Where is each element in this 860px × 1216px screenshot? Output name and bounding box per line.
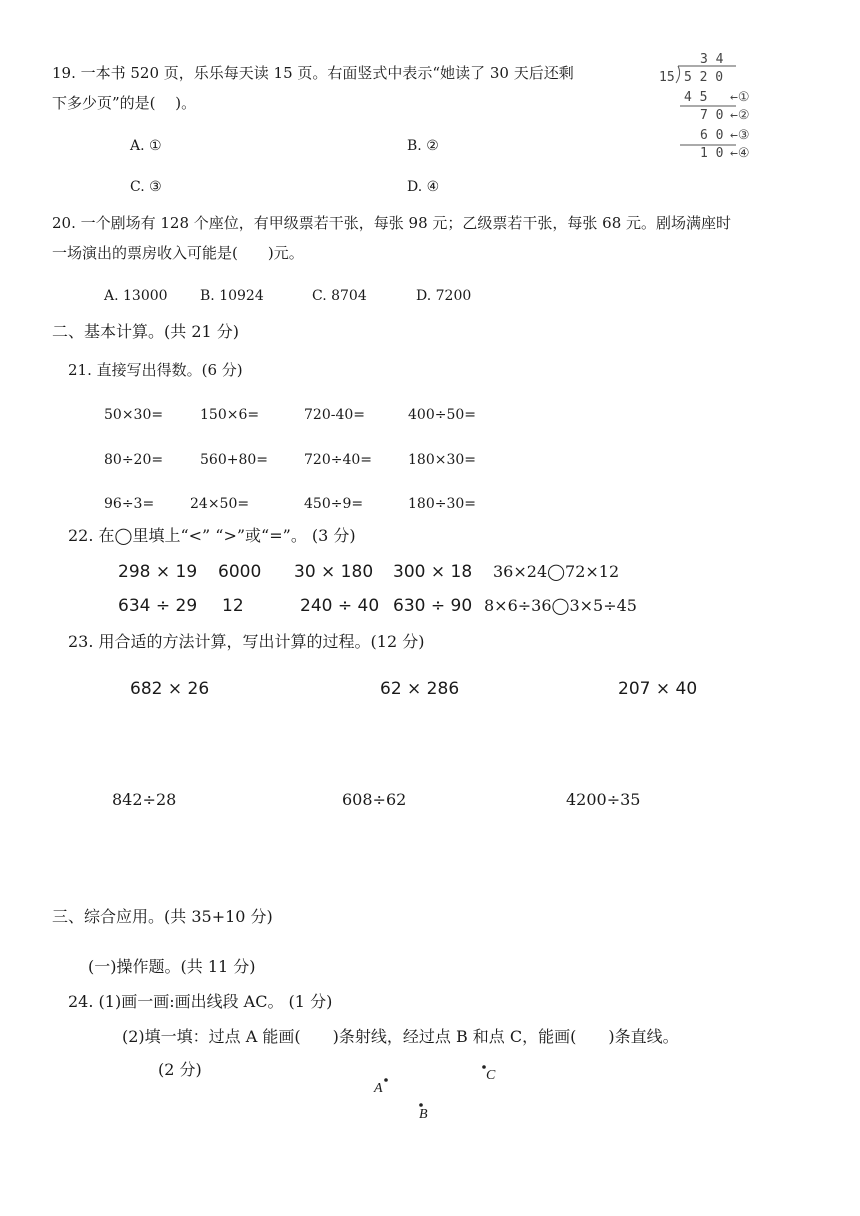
q19-option-c: C. ③ (130, 179, 162, 195)
q20-line1: 20. 一个剧场有 128 个座位，有甲级票若干张，每张 98 元；乙级票若干张，每张 68 元。剧场满座时 (52, 214, 732, 232)
q21-item: 720-40= (304, 407, 365, 423)
q21-item: 24×50= (190, 496, 250, 512)
q19-option-b: B. ② (407, 138, 439, 154)
division-quotient: 3 4 (700, 52, 724, 67)
q23-title: 23. 用合适的方法计算，写出计算的过程。(12 分) (68, 632, 425, 651)
q20-option-a: A. 13000 (104, 288, 168, 304)
q23-expr: 62 × 286 (380, 679, 460, 699)
q22-expr: 630 ÷ 90 (393, 596, 473, 616)
point-a-dot (384, 1078, 388, 1082)
division-marker-2: ←② (730, 108, 750, 123)
point-b-label: B (419, 1107, 428, 1122)
q21-item: 50×30= (104, 407, 164, 423)
division-marker-3: ←③ (730, 128, 750, 143)
q23-expr: 608÷62 (342, 790, 407, 809)
q21-item: 720÷40= (304, 452, 372, 468)
q22-expr: 240 ÷ 40 (300, 596, 380, 616)
q20-option-b: B. 10924 (200, 288, 264, 304)
q22-compare: 36×24◯72×12 (493, 562, 620, 581)
division-row-1: 4 5 (684, 90, 708, 105)
q21-item: 96÷3= (104, 496, 155, 512)
q20-option-d: D. 7200 (416, 288, 472, 304)
point-c-label: C (486, 1068, 496, 1083)
q19-line2: 下多少页”的是( )。 (52, 94, 197, 112)
q20-line2: 一场演出的票房收入可能是( )元。 (52, 244, 304, 262)
division-marker-4: ←④ (730, 146, 750, 161)
q22-expr: 12 (222, 596, 244, 616)
q20-option-c: C. 8704 (312, 288, 367, 304)
q22-expr: 6000 (218, 562, 262, 582)
q24-line1: 24. (1)画一画:画出线段 AC。 (1 分) (68, 992, 333, 1011)
section3-title: 三、综合应用。(共 35+10 分) (52, 907, 273, 926)
q21-item: 180×30= (408, 452, 476, 468)
division-row-2: 7 0 (700, 108, 724, 123)
q21-item: 560+80= (200, 452, 268, 468)
division-divisor: 15 (659, 70, 675, 85)
section2-title: 二、基本计算。(共 21 分) (52, 322, 240, 341)
division-row-3: 6 0 (700, 128, 724, 143)
q21-item: 180÷30= (408, 496, 476, 512)
q21-title: 21. 直接写出得数。(6 分) (68, 361, 243, 379)
q21-item: 80÷20= (104, 452, 164, 468)
q23-expr: 4200÷35 (566, 790, 641, 809)
q23-expr: 842÷28 (112, 790, 177, 809)
long-division-figure (658, 52, 768, 164)
q22-expr: 300 × 18 (393, 562, 473, 582)
q24-line2: (2)填一填：过点 A 能画( )条射线，经过点 B 和点 C，能画( )条直线。 (122, 1027, 679, 1046)
q21-item: 450÷9= (304, 496, 364, 512)
q19-option-d: D. ④ (407, 179, 440, 195)
q23-expr: 682 × 26 (130, 679, 210, 699)
point-a-label: A (374, 1081, 383, 1096)
q22-expr: 30 × 180 (294, 562, 374, 582)
q24-line3: (2 分) (158, 1060, 202, 1079)
q19-line1: 19. 一本书 520 页，乐乐每天读 15 页。右面竖式中表示“她读了 30 天后还剩 (52, 64, 574, 82)
q22-expr: 634 ÷ 29 (118, 596, 198, 616)
q23-expr: 207 × 40 (618, 679, 698, 699)
division-marker-1: ←① (730, 90, 750, 105)
q19-option-a: A. ① (130, 138, 162, 154)
q21-item: 400÷50= (408, 407, 476, 423)
q22-expr: 298 × 19 (118, 562, 198, 582)
section3-sub1: (一)操作题。(共 11 分) (88, 957, 256, 976)
division-dividend: 5 2 0 (684, 70, 724, 85)
q22-title: 22. 在◯里填上“<” “>”或“=”。 (3 分) (68, 526, 356, 545)
q21-item: 150×6= (200, 407, 260, 423)
division-row-4: 1 0 (700, 146, 724, 161)
q22-compare: 8×6÷36◯3×5÷45 (484, 596, 637, 615)
